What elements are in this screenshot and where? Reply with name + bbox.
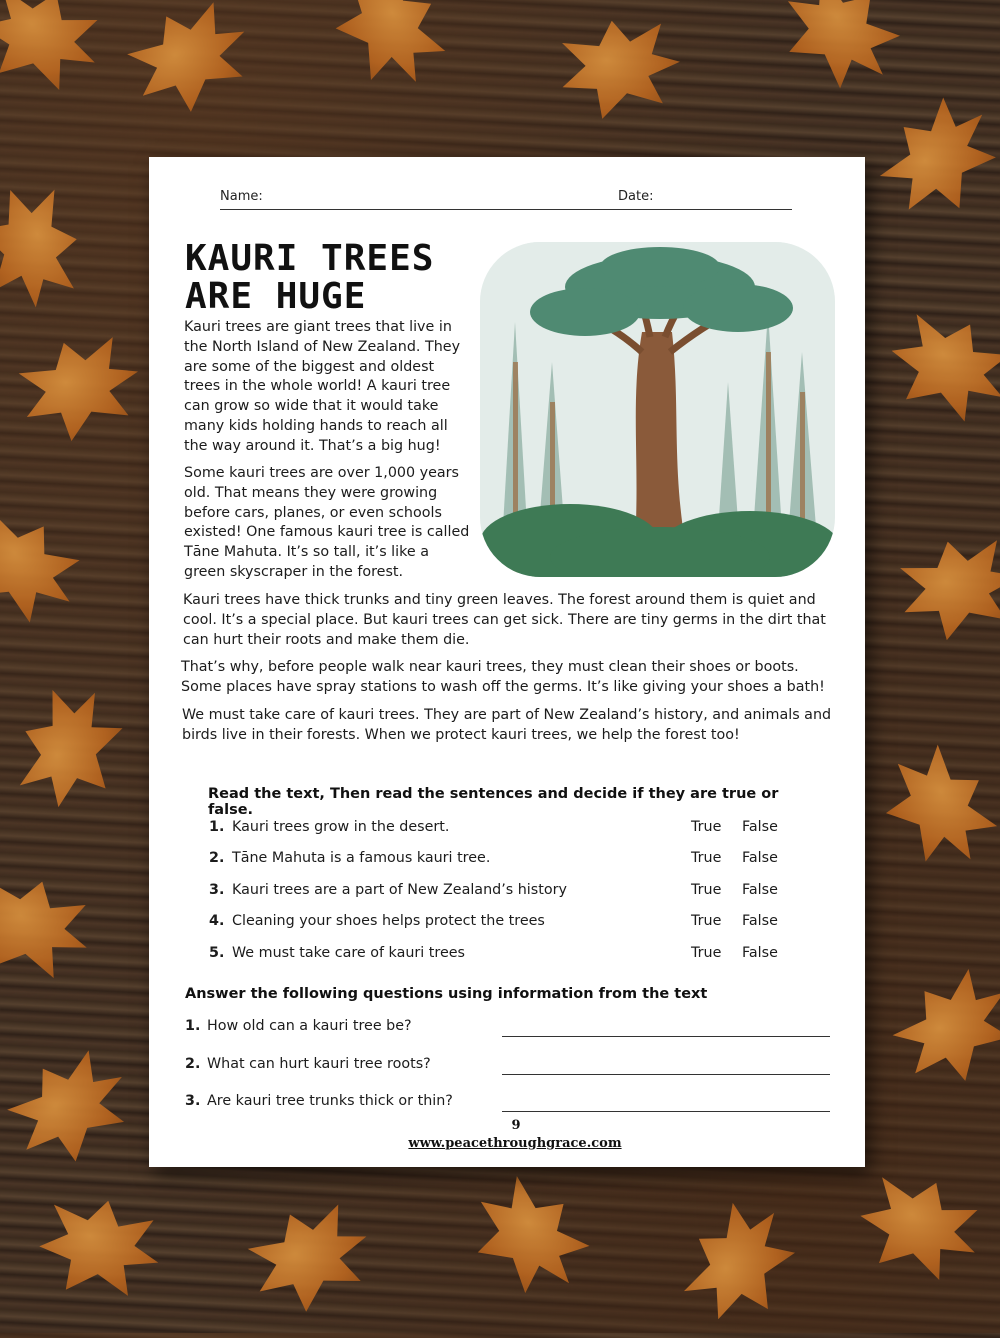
item-number: 3. — [209, 882, 225, 898]
question-item — [185, 1093, 835, 1113]
leaf-decoration — [33, 1190, 168, 1304]
item-statement: Cleaning your shoes helps protect the trees — [232, 913, 545, 929]
leaf-decoration — [764, 0, 917, 107]
leaf-decoration — [847, 1162, 992, 1292]
leaf-decoration — [669, 1187, 811, 1338]
item-statement: Kauri trees are a part of New Zealand’s history — [232, 882, 567, 898]
leaf-decoration — [865, 81, 1000, 234]
question-number: 1. — [185, 1018, 201, 1034]
false-option[interactable]: False — [742, 945, 778, 961]
question-item — [185, 1018, 835, 1038]
leaf-decoration — [876, 299, 1000, 436]
leaf-decoration — [553, 10, 688, 124]
answer-line[interactable] — [502, 1036, 830, 1037]
leaf-decoration — [454, 1161, 606, 1313]
leaf-decoration — [5, 675, 135, 820]
kauri-tree-illustration — [480, 242, 835, 577]
item-number: 5. — [209, 945, 225, 961]
true-option[interactable]: True — [691, 945, 722, 961]
question-number: 3. — [185, 1093, 201, 1109]
false-option[interactable]: False — [742, 913, 778, 929]
item-statement: Kauri trees grow in the desert. — [232, 819, 450, 835]
page-title: KAURI TREES ARE HUGE — [185, 238, 435, 317]
reading-paragraph: Some kauri trees are over 1,000 years old. That means they were growing before cars, planes, or even schools existed! One famous kauri tree is called Tāne Mahuta. It’s so tall, it’s like a green skyscraper in the forest. — [184, 465, 470, 580]
name-label: Name: — [220, 189, 263, 204]
true-false-item — [209, 913, 789, 933]
true-false-item — [209, 850, 789, 870]
false-option[interactable]: False — [742, 819, 778, 835]
page-number: 9 — [511, 1118, 521, 1133]
leaf-decoration — [114, 0, 265, 129]
leaf-decoration — [890, 526, 1000, 649]
leaf-decoration — [0, 1034, 146, 1181]
true-false-item — [209, 882, 789, 902]
true-false-item — [209, 945, 789, 965]
reading-paragraph: We must take care of kauri trees. They are part of New Zealand’s history, and animals and birds live in their forests. When we protect kauri trees, we help the forest too! — [182, 707, 832, 743]
leaf-decoration — [867, 731, 1000, 884]
true-false-instruction: Read the text, Then read the sentences and decide if they are true or false. — [208, 786, 779, 818]
false-option[interactable]: False — [742, 850, 778, 866]
name-date-line[interactable] — [220, 209, 792, 210]
reading-paragraph: Kauri trees have thick trunks and tiny green leaves. The forest around them is quiet and cool. It’s a special place. But kauri trees can get sick. There are tiny germs in the dirt that can hurt their roots and make them die. — [183, 592, 826, 648]
leaf-decoration — [0, 496, 96, 638]
true-false-item — [209, 819, 789, 839]
item-statement: Tāne Mahuta is a famous kauri tree. — [232, 850, 491, 866]
false-option[interactable]: False — [742, 882, 778, 898]
website-link[interactable]: www.peacethroughgrace.com — [408, 1136, 622, 1151]
questions-instruction: Answer the following questions using information from the text — [185, 986, 708, 1002]
leaf-decoration — [236, 1189, 385, 1326]
question-text: How old can a kauri tree be? — [207, 1018, 412, 1034]
leaf-decoration — [879, 953, 1000, 1103]
question-number: 2. — [185, 1056, 201, 1072]
true-option[interactable]: True — [691, 882, 722, 898]
item-number: 2. — [209, 850, 225, 866]
item-number: 1. — [209, 819, 225, 835]
reading-paragraph: That’s why, before people walk near kauri trees, they must clean their shoes or boots. Some places have spray stations to wash off the germs. It’s like giving your shoes a bath! — [181, 659, 825, 695]
leaf-decoration — [0, 180, 87, 315]
answer-line[interactable] — [502, 1074, 830, 1075]
item-statement: We must take care of kauri trees — [232, 945, 466, 961]
leaf-decoration — [7, 322, 152, 452]
question-text: What can hurt kauri tree roots? — [207, 1056, 431, 1072]
question-item — [185, 1056, 835, 1076]
date-label: Date: — [618, 189, 654, 204]
true-option[interactable]: True — [691, 850, 722, 866]
answer-line[interactable] — [502, 1111, 830, 1112]
leaf-decoration — [319, 0, 461, 103]
true-option[interactable]: True — [691, 819, 722, 835]
leaf-decoration — [0, 866, 100, 989]
leaf-decoration — [0, 0, 113, 103]
true-option[interactable]: True — [691, 913, 722, 929]
item-number: 4. — [209, 913, 225, 929]
question-text: Are kauri tree trunks thick or thin? — [207, 1093, 453, 1109]
reading-paragraph: Kauri trees are giant trees that live in the North Island of New Zealand. They are some of the biggest and oldest trees in the whole world! A kauri tree can grow so wide that it would take many kids holding hands to reach all the way around it. That’s a big hug! — [184, 319, 461, 454]
